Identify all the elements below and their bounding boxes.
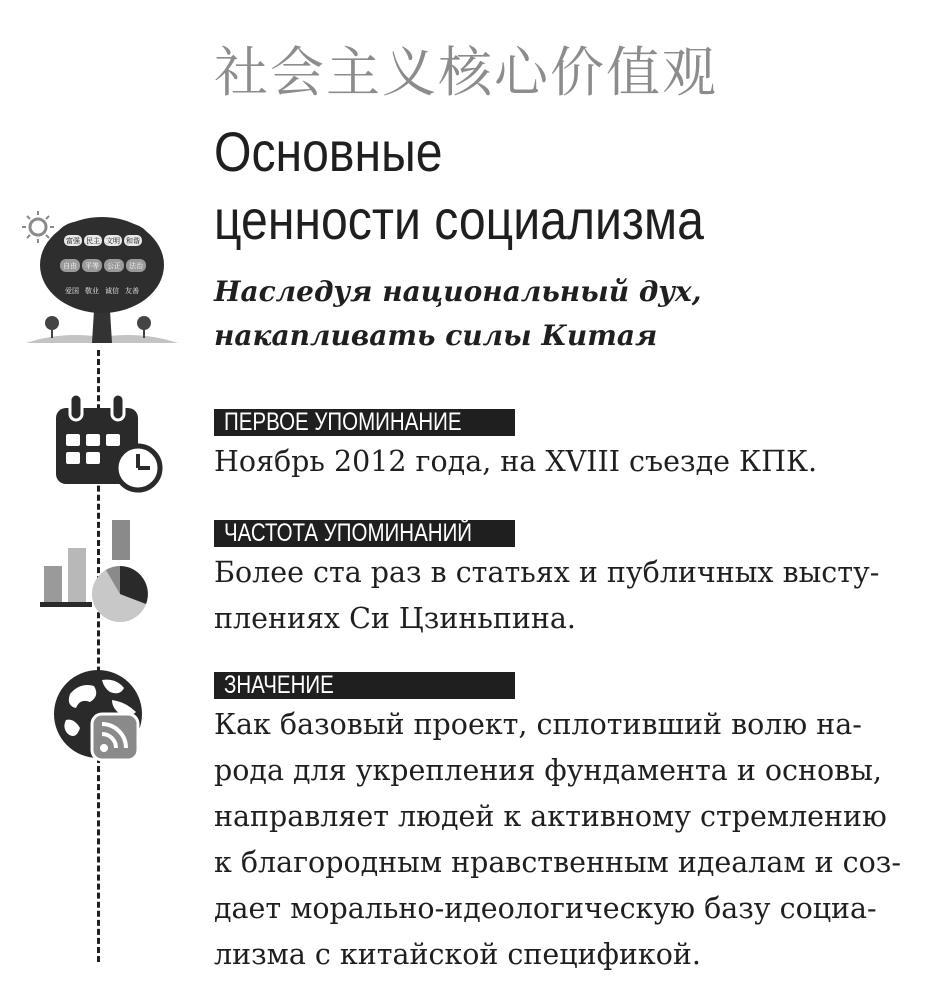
tree-word: 民主 [86,237,100,245]
values-tree-icon [22,205,182,355]
subtitle-line-1: Наследуя национальный дух, [214,275,702,308]
tree-word: 公正 [107,262,121,270]
page-title-line-2: ценности социализма [214,188,704,251]
tree-word: 法治 [129,262,143,270]
tree-word: 自由 [63,262,77,270]
section-frequency [214,520,879,642]
section-line: Как базовый проект, сплотивший волю на- [214,708,862,741]
section-first-mention [214,409,817,485]
tree-word: 诚信 [105,287,119,295]
section-text [214,439,817,485]
tree-word: 文明 [106,237,120,245]
chinese-title: 社会主义核心价值观 [214,41,718,104]
section-label-bar [214,520,515,547]
tree-word: 和谐 [126,237,140,245]
section-line: рода для укрепления фундамента и основы, [214,754,882,787]
section-line: Ноябрь 2012 года, на XVIII съезде КПК. [214,445,818,478]
bar-pie-chart-icon [40,516,152,631]
section-label: ЧАСТОТА УПОМИНАНИЙ [224,519,473,547]
section-line: лизма с китайской спецификой. [214,938,701,971]
tree-word: 平等 [85,262,99,270]
page-title-line-1: Основные [214,120,443,183]
section-label-bar [214,672,515,699]
section-line: к благородным нравственным идеалам и соз- [214,846,901,879]
section-label-bar [214,409,515,436]
section-label: ПЕРВОЕ УПОМИНАНИЕ [224,408,462,436]
calendar-clock-icon [52,394,164,499]
tree-word: 富强 [66,237,80,245]
tree-word: 友善 [125,287,139,295]
section-line: дает морально-идеологическую базу социа- [214,892,877,925]
section-meaning [214,672,901,978]
globe-rss-icon [50,668,150,769]
section-text [214,702,901,978]
page-title [214,118,704,254]
section-line: Более ста раз в статьях и публичных высту- [214,556,880,589]
subtitle-line-2: накапливать силы Китая [214,319,658,352]
section-line: направляет людей к активному стремлению [214,800,887,833]
tree-word: 敬业 [85,287,99,295]
section-line: плениях Си Цзиньпина. [214,602,576,635]
section-text [214,550,879,642]
tree-word: 爱国 [65,287,79,295]
section-label: ЗНАЧЕНИЕ [224,671,334,699]
subtitle [214,270,701,358]
